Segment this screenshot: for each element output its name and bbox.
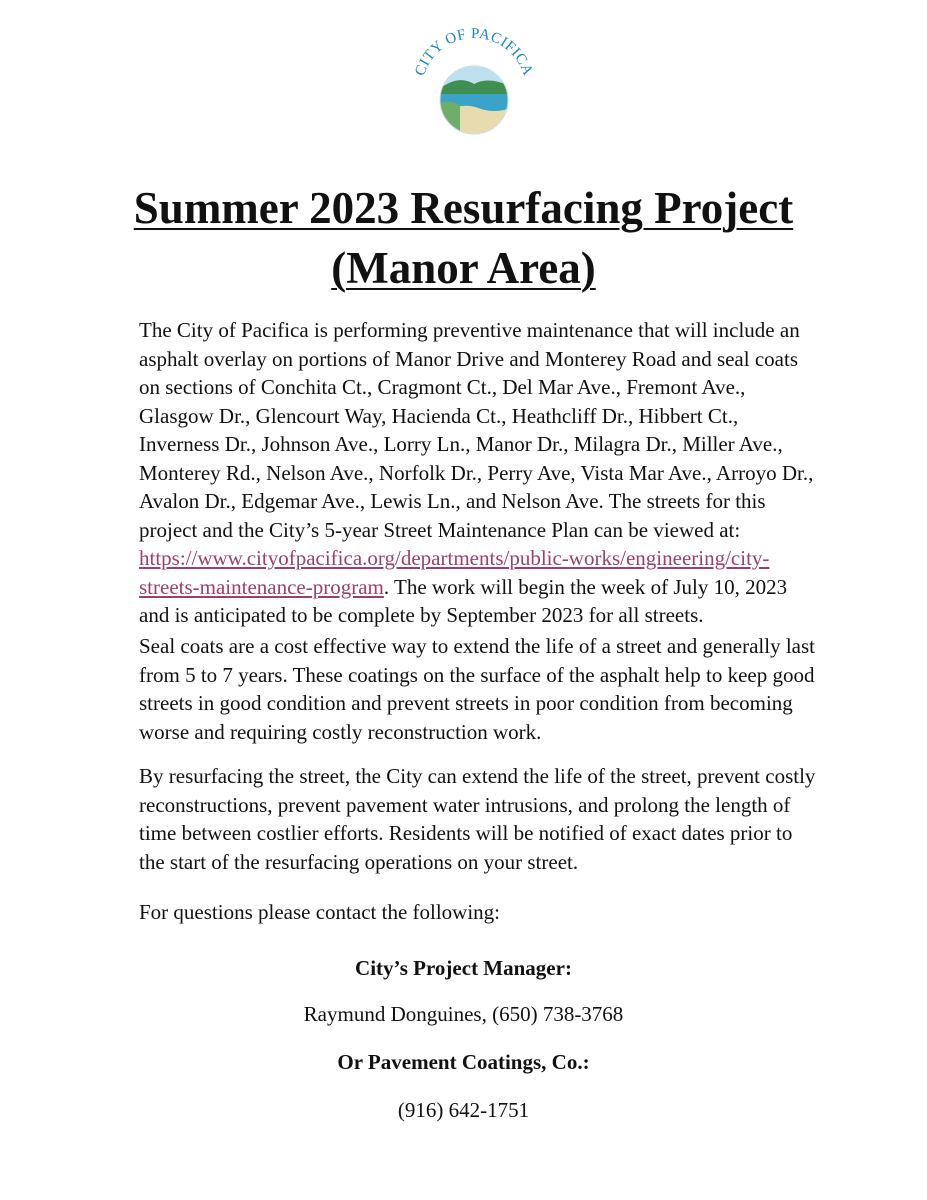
project-schedule-text: . The work will begin the week of July 10, 2023 and is anticipated to be complete by September 2023 for all streets.: [139, 574, 788, 627]
city-of-pacifica-logo: [408, 28, 538, 138]
project-manager-heading: City’s Project Manager:: [355, 956, 572, 980]
contractor-phone: (916) 642-1751: [397, 1098, 530, 1122]
svg-text:CITY OF PACIFICA: CITY OF PACIFICA: [412, 28, 536, 79]
seal-coats-paragraph: Seal coats are a cost effective way to extend the life of a street and generally last from 5 to 7 years. These coatings on the surface of the asphalt help to keep good streets in good condition and prevent streets in poor condition from becoming worse and requiring costly reconstruction work.: [139, 634, 815, 744]
project-manager-contact: Raymund Donguines, (650) 738-3768: [303, 1002, 624, 1026]
page-subtitle: (Manor Area): [331, 243, 596, 293]
project-description: [139, 316, 819, 630]
street-maintenance-plan-link[interactable]: https://www.cityofpacifica.org/departments/public-works/engineering/city-streets-maintenance-program: [139, 546, 770, 599]
contractor-heading: Or Pavement Coatings, Co.:: [337, 1050, 590, 1074]
page-title: Summer 2023 Resurfacing Project: [133, 183, 794, 233]
questions-paragraph: For questions please contact the following:: [139, 900, 501, 924]
project-description-text: The City of Pacifica is performing preventive maintenance that will include an asphalt overlay on portions of Manor Drive and Monterey Road and seal coats on sections of Conchita Ct., Cragmont Ct., Del Mar Ave., Fremont Ave., Glasgow Dr., Glencourt Way, Hacienda Ct., Heathcliff Dr., Hibbert Ct., Inverness Dr., Johnson Ave., Lorry Ln., Manor Dr., Milagra Dr., Miller Ave., Monterey Rd., Nelson Ave., Norfolk Dr., Perry Ave, Vista Mar Ave., Arroyo Dr., Avalon Dr., Edgemar Ave., Lewis Ln., and Nelson Ave. The streets for this project and the City’s 5-year Street Maintenance Plan can be viewed at:: [139, 318, 814, 542]
resurfacing-benefits-paragraph: By resurfacing the street, the City can extend the life of the street, prevent costly reconstructions, prevent pavement water intrusions, and prolong the length of time between costlier efforts. Residents will be notified of exact dates prior to the start of the resurfacing operations on your street.: [139, 764, 816, 874]
